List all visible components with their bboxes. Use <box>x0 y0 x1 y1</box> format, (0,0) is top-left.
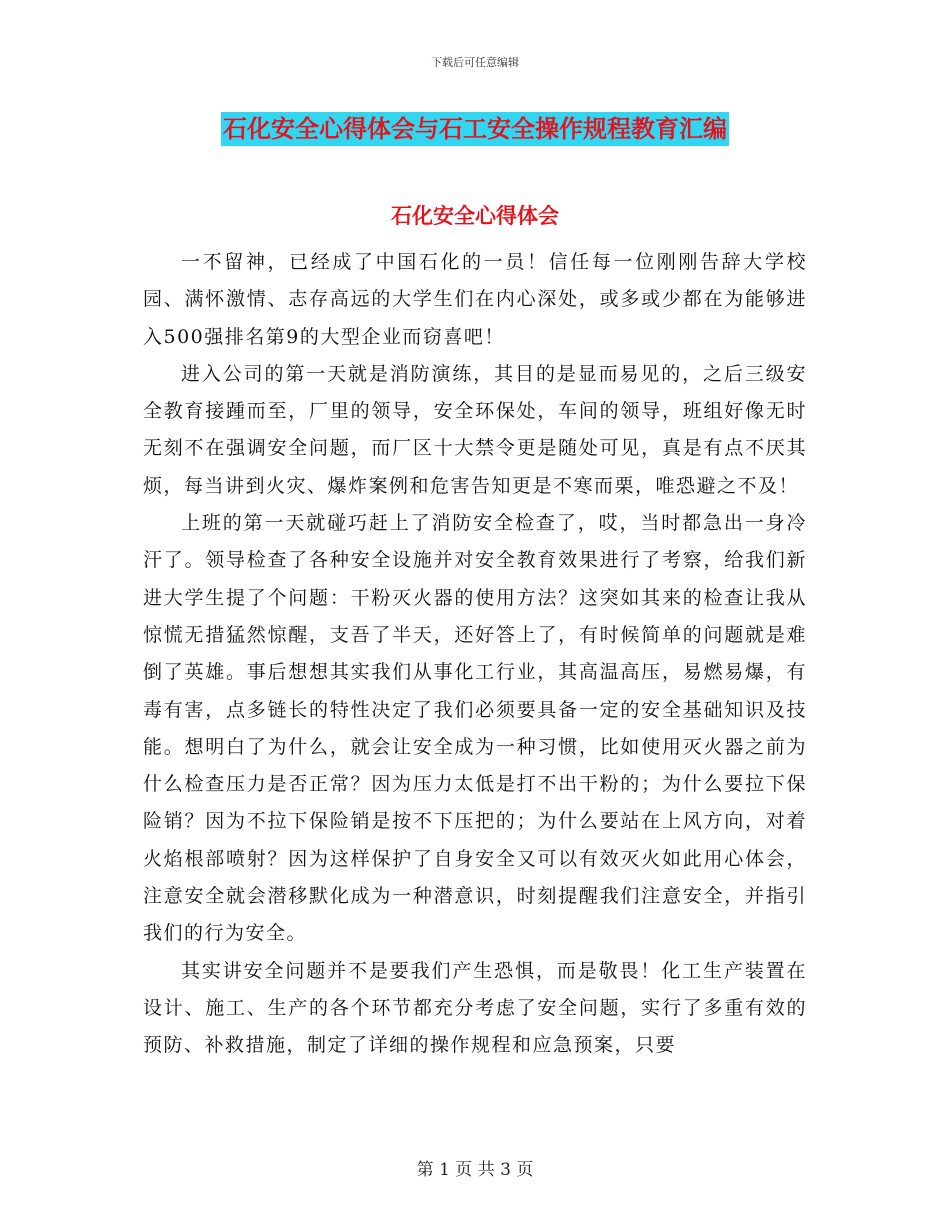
paragraph-3: 上班的第一天就碰巧赶上了消防安全检查了，哎，当时都急出一身冷汗了。领导检查了各种安全设施并对安全教育效果进行了考察，给我们新进大学生提了个问题：干粉灭火器的使用方法？这突如其来的检查让我从惊慌无措猛然惊醒，支吾了半天，还好答上了，有时候简单的问题就是难倒了英雄。事后想想其实我们从事化工行业，其高温高压，易燃易爆，有毒有害，点多链长的特性决定了我们必须要具备一定的安全基础知识及技能。想明白了为什么，就会让安全成为一种习惯，比如使用灭火器之前为什么检查压力是否正常？因为压力太低是打不出干粉的；为什么要拉下保险销？因为不拉下保险销是按不下压把的；为什么要站在上风方向，对着火焰根部喷射？因为这样保护了自身安全又可以有效灭火如此用心体会，注意安全就会潜移默化成为一种潜意识，时刻提醒我们注意安全，并指引我们的行为安全。 <box>143 512 807 945</box>
body-text <box>143 244 807 1065</box>
document-title-wrapper <box>0 112 950 146</box>
document-title: 石化安全心得体会与石工安全操作规程教育汇编 <box>221 112 729 146</box>
header-note: 下载后可任意编辑 <box>431 56 519 69</box>
section-title: 石化安全心得体会 <box>391 203 559 228</box>
paragraph-2: 进入公司的第一天就是消防演练，其目的是显而易见的，之后三级安全教育接踵而至，厂里的领导，安全环保处，车间的领导，班组好像无时无刻不在强调安全问题，而厂区十大禁令更是随处可见，真是有点不厌其烦，每当讲到火灾、爆炸案例和危害告知更是不寒而栗，唯恐避之不及！ <box>143 362 807 497</box>
paragraph-4: 其实讲安全问题并不是要我们产生恐惧，而是敬畏！化工生产装置在设计、施工、生产的各个环节都充分考虑了安全问题，实行了多重有效的预防、补救措施，制定了详细的操作规程和应急预案，只要 <box>143 959 807 1057</box>
page-number-footer: 第 1 页 共 3 页 <box>416 1160 534 1180</box>
paragraph-1: 一不留神，已经成了中国石化的一员！信任每一位刚刚告辞大学校园、满怀激情、志存高远的大学生们在内心深处，或多或少都在为能够进入500强排名第9的大型企业而窃喜吧！ <box>143 251 807 348</box>
